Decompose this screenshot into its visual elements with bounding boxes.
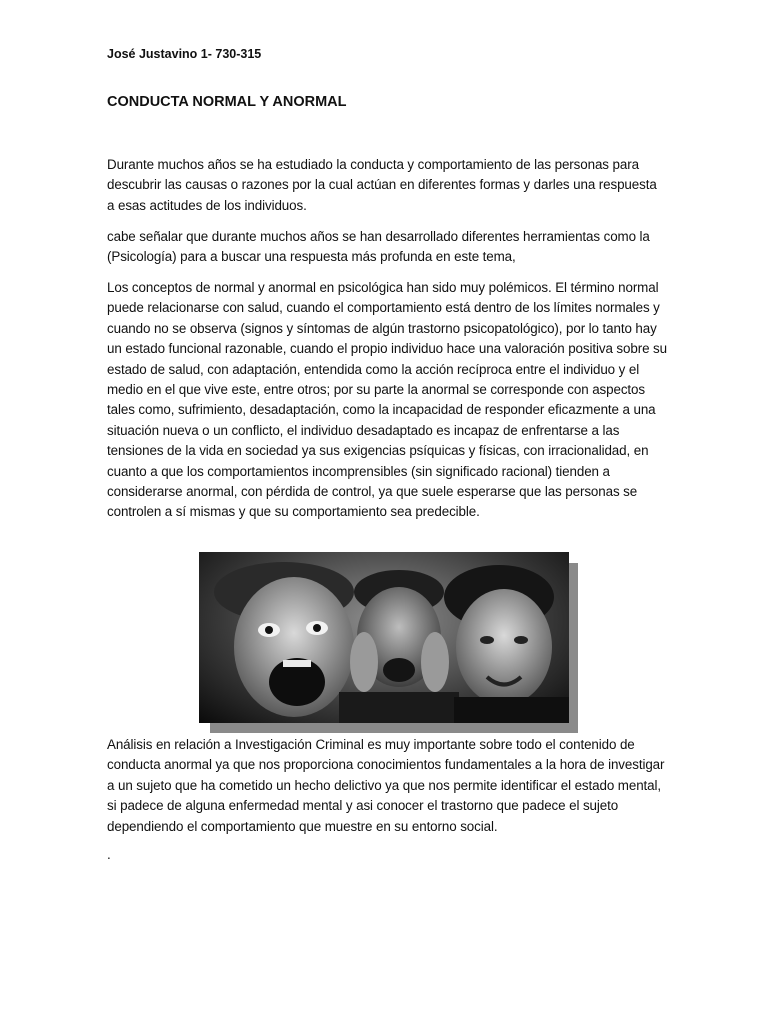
trailing-period: . [107,847,111,862]
paragraph-psychology: cabe señalar que durante muchos años se han desarrollado diferentes herramientas como la (Psicología) para a buscar una respuesta más profunda en este tema, [107,229,650,265]
paragraph-concepts: Los conceptos de normal y anormal en psicológica han sido muy polémicos. El término normal puede relacionarse con salud, cuando el comportamiento está dentro de los límites normales y cuando no se observa (signos y síntomas de algún trastorno psicopatológico), por lo tanto hay un estado funcional razonable, cuando el propio individuo hace una valoración positiva sobre su estado de salud, con adaptación, entendida como la acción recíproca entre el individuo y el medio en el que vive este, entre otros; por su parte la anormal se corresponde con aspectos tales como, sufrimiento, desadaptación, como la incapacidad de responder eficazmente a una situación nueva o un conflicto, el individuo desadaptado es incapaz de enfrentarse a las tensiones de la vida en sociedad ya sus exigencias psíquicas y físicas, con irracionalidad, en cuanto a que los comportamientos incomprensibles (sin significado racional) tienden a considerarse anormal, con pérdida de control, ya que suele esperarse que las personas se controlen a sí mismas y que su comportamiento sea predecible. [107,280,667,520]
children-screaming-photo [199,552,569,723]
paragraph-analysis: Análisis en relación a Investigación Criminal es muy importante sobre todo el contenido de conducta anormal ya que nos proporciona conocimientos fundamentales a la hora de investigar a un sujeto que ha cometido un hecho delictivo ya que nos permite identificar el estado mental, si padece de alguna enfermedad mental y asi conocer el trastorno que padece el sujeto dependiendo el comportamiento que muestre en su entorno social. [107,737,665,834]
document-title: CONDUCTA NORMAL Y ANORMAL [107,94,347,110]
photo-illustration [199,552,569,723]
author-line: José Justavino 1- 730-315 [107,47,262,61]
paragraph-intro: Durante muchos años se ha estudiado la conducta y comportamiento de las personas para descubrir las causas o razones por la cual actúan en diferentes formas y darles una respuesta a esas actitudes de los individuos. [107,157,657,213]
